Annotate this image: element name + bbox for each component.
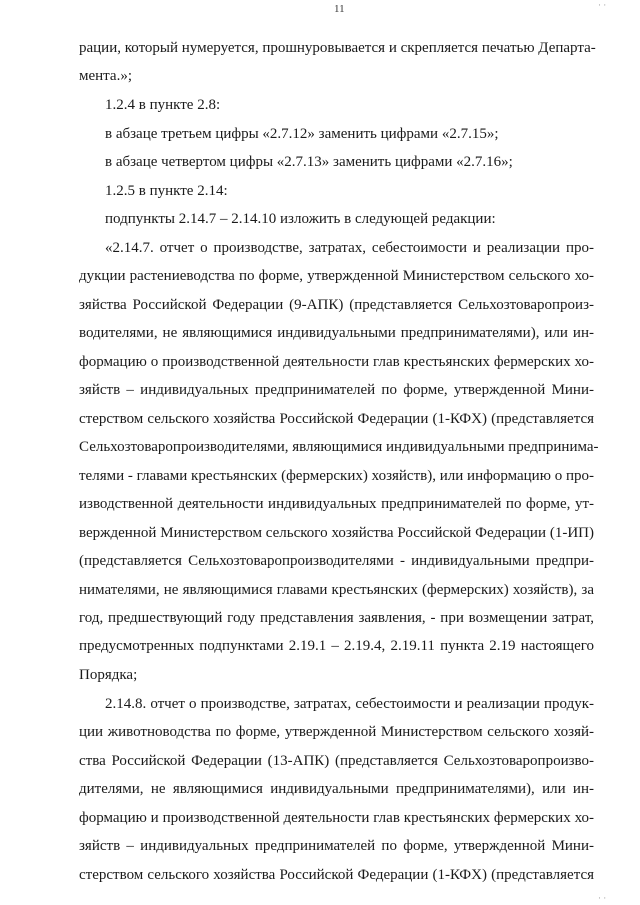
- text-line: в абзаце четвертом цифры «2.7.13» заменить цифрами «2.7.16»;: [105, 154, 513, 170]
- text-line: Сельхозтоваропроизводителями, являющимися индивидуальными предпринима-: [79, 439, 599, 455]
- text-line: изводственной деятельности индивидуальных предпринимателей по форме, ут-: [79, 496, 594, 512]
- text-line: зяйства Российской Федерации (9-АПК) (представляется Сельхозтоваропроиз-: [79, 297, 594, 313]
- text-line: нимателями, не являющимися главами крестьянских (фермерских) хозяйств), за: [79, 582, 594, 598]
- text-line: подпункты 2.14.7 – 2.14.10 изложить в следующей редакции:: [105, 211, 496, 227]
- text-line: стерством сельского хозяйства Российской Федерации (1-КФХ) (представляется: [79, 411, 594, 427]
- text-line: формацию о производственной деятельности глав крестьянских фермерских хо-: [79, 354, 594, 370]
- text-line: стерством сельского хозяйства Российской Федерации (1-КФХ) (представляется: [79, 867, 594, 883]
- text-line: (представляется Сельхозтоваропроизводителями - индивидуальными предпри-: [79, 553, 594, 569]
- text-line: телями - главами крестьянских (фермерских) хозяйств), или информацию о про-: [79, 468, 594, 484]
- text-line: вержденной Министерством сельского хозяйства Российской Федерации (1-ИП): [79, 525, 594, 541]
- text-line: дителями, не являющимися индивидуальными предпринимателями), или ин-: [79, 781, 594, 797]
- text-line: 1.2.4 в пункте 2.8:: [105, 97, 221, 113]
- text-line: водителями, не являющимися индивидуальными предпринимателями), или ин-: [79, 325, 594, 341]
- scan-mark: · ·: [598, 0, 607, 10]
- text-line: предусмотренных подпунктами 2.19.1 – 2.19.4, 2.19.11 пункта 2.19 настоящего: [79, 638, 594, 654]
- text-line: 2.14.8. отчет о производстве, затратах, себестоимости и реализации продук-: [105, 696, 594, 712]
- text-line: Порядка;: [79, 667, 138, 683]
- text-line: «2.14.7. отчет о производстве, затратах, себестоимости и реализации про-: [105, 240, 594, 256]
- text-line: зяйств – индивидуальных предпринимателей по форме, утвержденной Мини-: [79, 382, 594, 398]
- text-line: дукции растениеводства по форме, утвержденной Министерством сельского хо-: [79, 268, 594, 284]
- text-line: ции животноводства по форме, утвержденной Министерством сельского хозяй-: [79, 724, 594, 740]
- text-line: ства Российской Федерации (13-АПК) (представляется Сельхозтоваропроизво-: [79, 753, 594, 769]
- text-line: формацию и производственной деятельности глав крестьянских фермерских хо-: [79, 810, 594, 826]
- text-line: год, предшествующий году представления заявления, - при возмещении затрат,: [79, 610, 594, 626]
- page-number: 11: [334, 3, 345, 15]
- text-line: 1.2.5 в пункте 2.14:: [105, 183, 228, 199]
- text-line: мента.»;: [79, 68, 132, 84]
- text-line: в абзаце третьем цифры «2.7.12» заменить цифрами «2.7.15»;: [105, 126, 499, 142]
- text-line: рации, который нумеруется, прошнуровывается и скрепляется печатью Департа-: [79, 40, 596, 56]
- scan-mark: · ·: [598, 893, 607, 903]
- text-line: зяйств – индивидуальных предпринимателей по форме, утвержденной Мини-: [79, 838, 594, 854]
